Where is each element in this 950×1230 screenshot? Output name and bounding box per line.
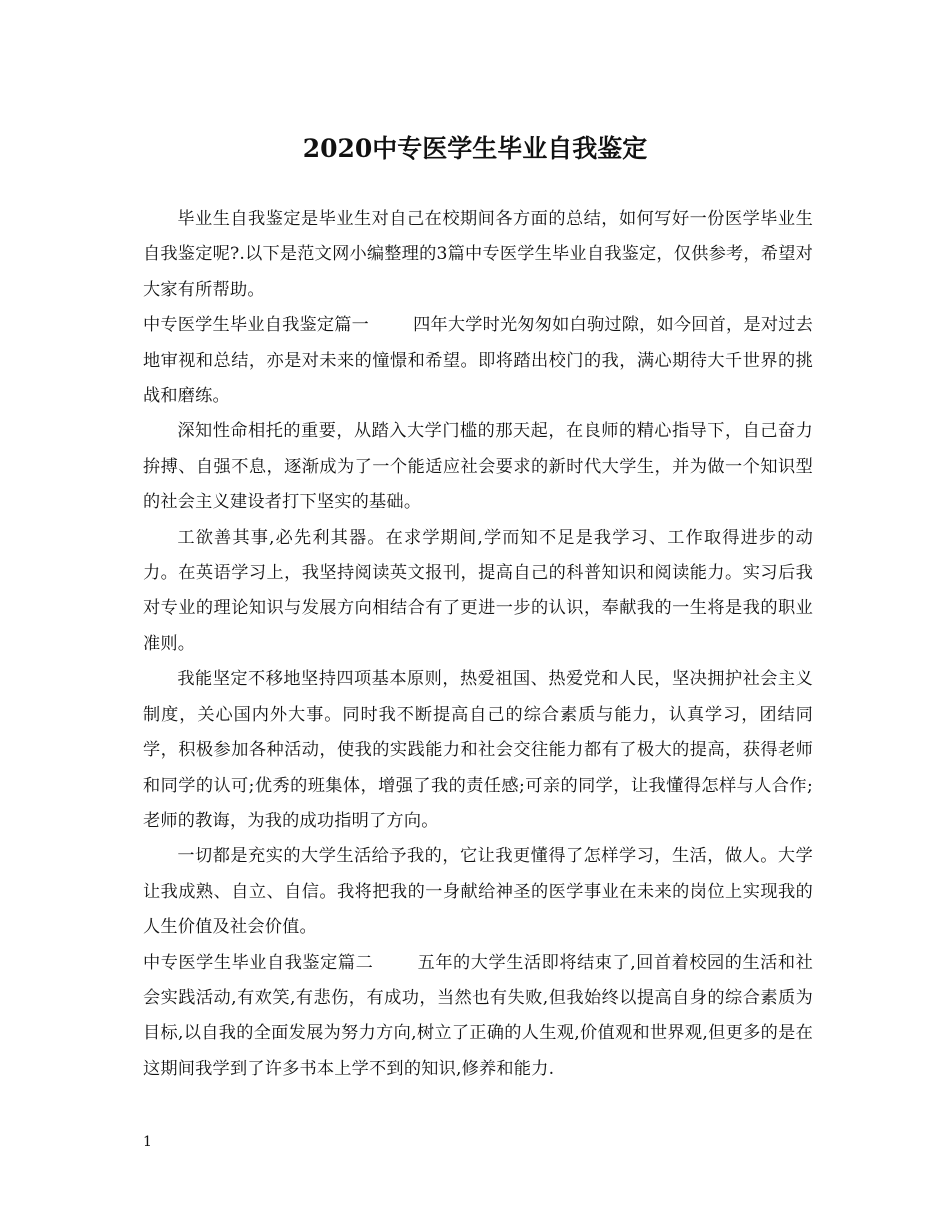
document-body — [143, 202, 813, 1087]
section-1-paragraph-2: 深知性命相托的重要，从踏入大学门槛的那天起，在良师的精心指导下，自己奋力拚搏、自强不息，逐渐成为了一个能适应社会要求的新时代大学生，并为做一个知识型的社会主义建设者打下坚实的基础。 — [143, 421, 813, 513]
intro-paragraph: 毕业生自我鉴定是毕业生对自己在校期间各方面的总结，如何写好一份医学毕业生自我鉴定呢?.以下是范文网小编整理的3篇中专医学生毕业自我鉴定，仅供参考，希望对大家有所帮助。 — [143, 209, 813, 300]
document-title: 2020中专医学生毕业自我鉴定 — [302, 134, 648, 163]
section-1-paragraph-5: 一切都是充实的大学生活给予我的，它让我更懂得了怎样学习，生活，做人。大学让我成熟、自立、自信。我将把我的一身献给神圣的医学事业在未来的岗位上实现我的人生价值及社会价值。 — [143, 846, 813, 938]
section-2-heading: 中专医学生毕业自我鉴定篇二 — [143, 952, 374, 973]
section-1-paragraph-3: 工欲善其事,必先利其器。在求学期间,学而知不足是我学习、工作取得进步的动力。在英语学习上，我坚持阅读英文报刊，提高自己的科普知识和阅读能力。实习后我对专业的理论知识与发展方向相结合有了更进一步的认识，奉献我的一生将是我的职业准则。 — [143, 527, 813, 654]
section-1-lead-text: 四年大学时光匆匆如白驹过隙，如今回首，是对过去地审视和总结，亦是对未来的憧憬和希望。即将踏出校门的我，满心期待大千世界的挑战和磨练。 — [143, 315, 813, 407]
section-1-first-paragraph — [143, 308, 813, 414]
section-1-heading: 中专医学生毕业自我鉴定篇一 — [143, 315, 370, 336]
section-1-paragraph-4: 我能坚定不移地坚持四项基本原则，热爱祖国、热爱党和人民，坚决拥护社会主义制度，关心国内外大事。同时我不断提高自己的综合素质与能力，认真学习，团结同学，积极参加各种活动，使我的实践能力和社会交往能力都有了极大的提高，获得老师和同学的认可;优秀的班集体，增强了我的责任感;可亲的同学，让我懂得怎样与人合作;老师的教诲，为我的成功指明了方向。 — [143, 669, 813, 831]
section-2-first-paragraph — [143, 946, 813, 1088]
page-number: 1 — [143, 1134, 152, 1150]
section-2-lead-text: 五年的大学生活即将结束了,回首着校园的生活和社会实践活动,有欢笑,有悲伤，有成功，当然也有失败,但我始终以提高自身的综合素质为目标,以自我的全面发展为努力方向,树立了正确的人生观,价值观和世界观,但更多的是在这期间我学到了许多书本上学不到的知识,修养和能力. — [143, 952, 813, 1079]
